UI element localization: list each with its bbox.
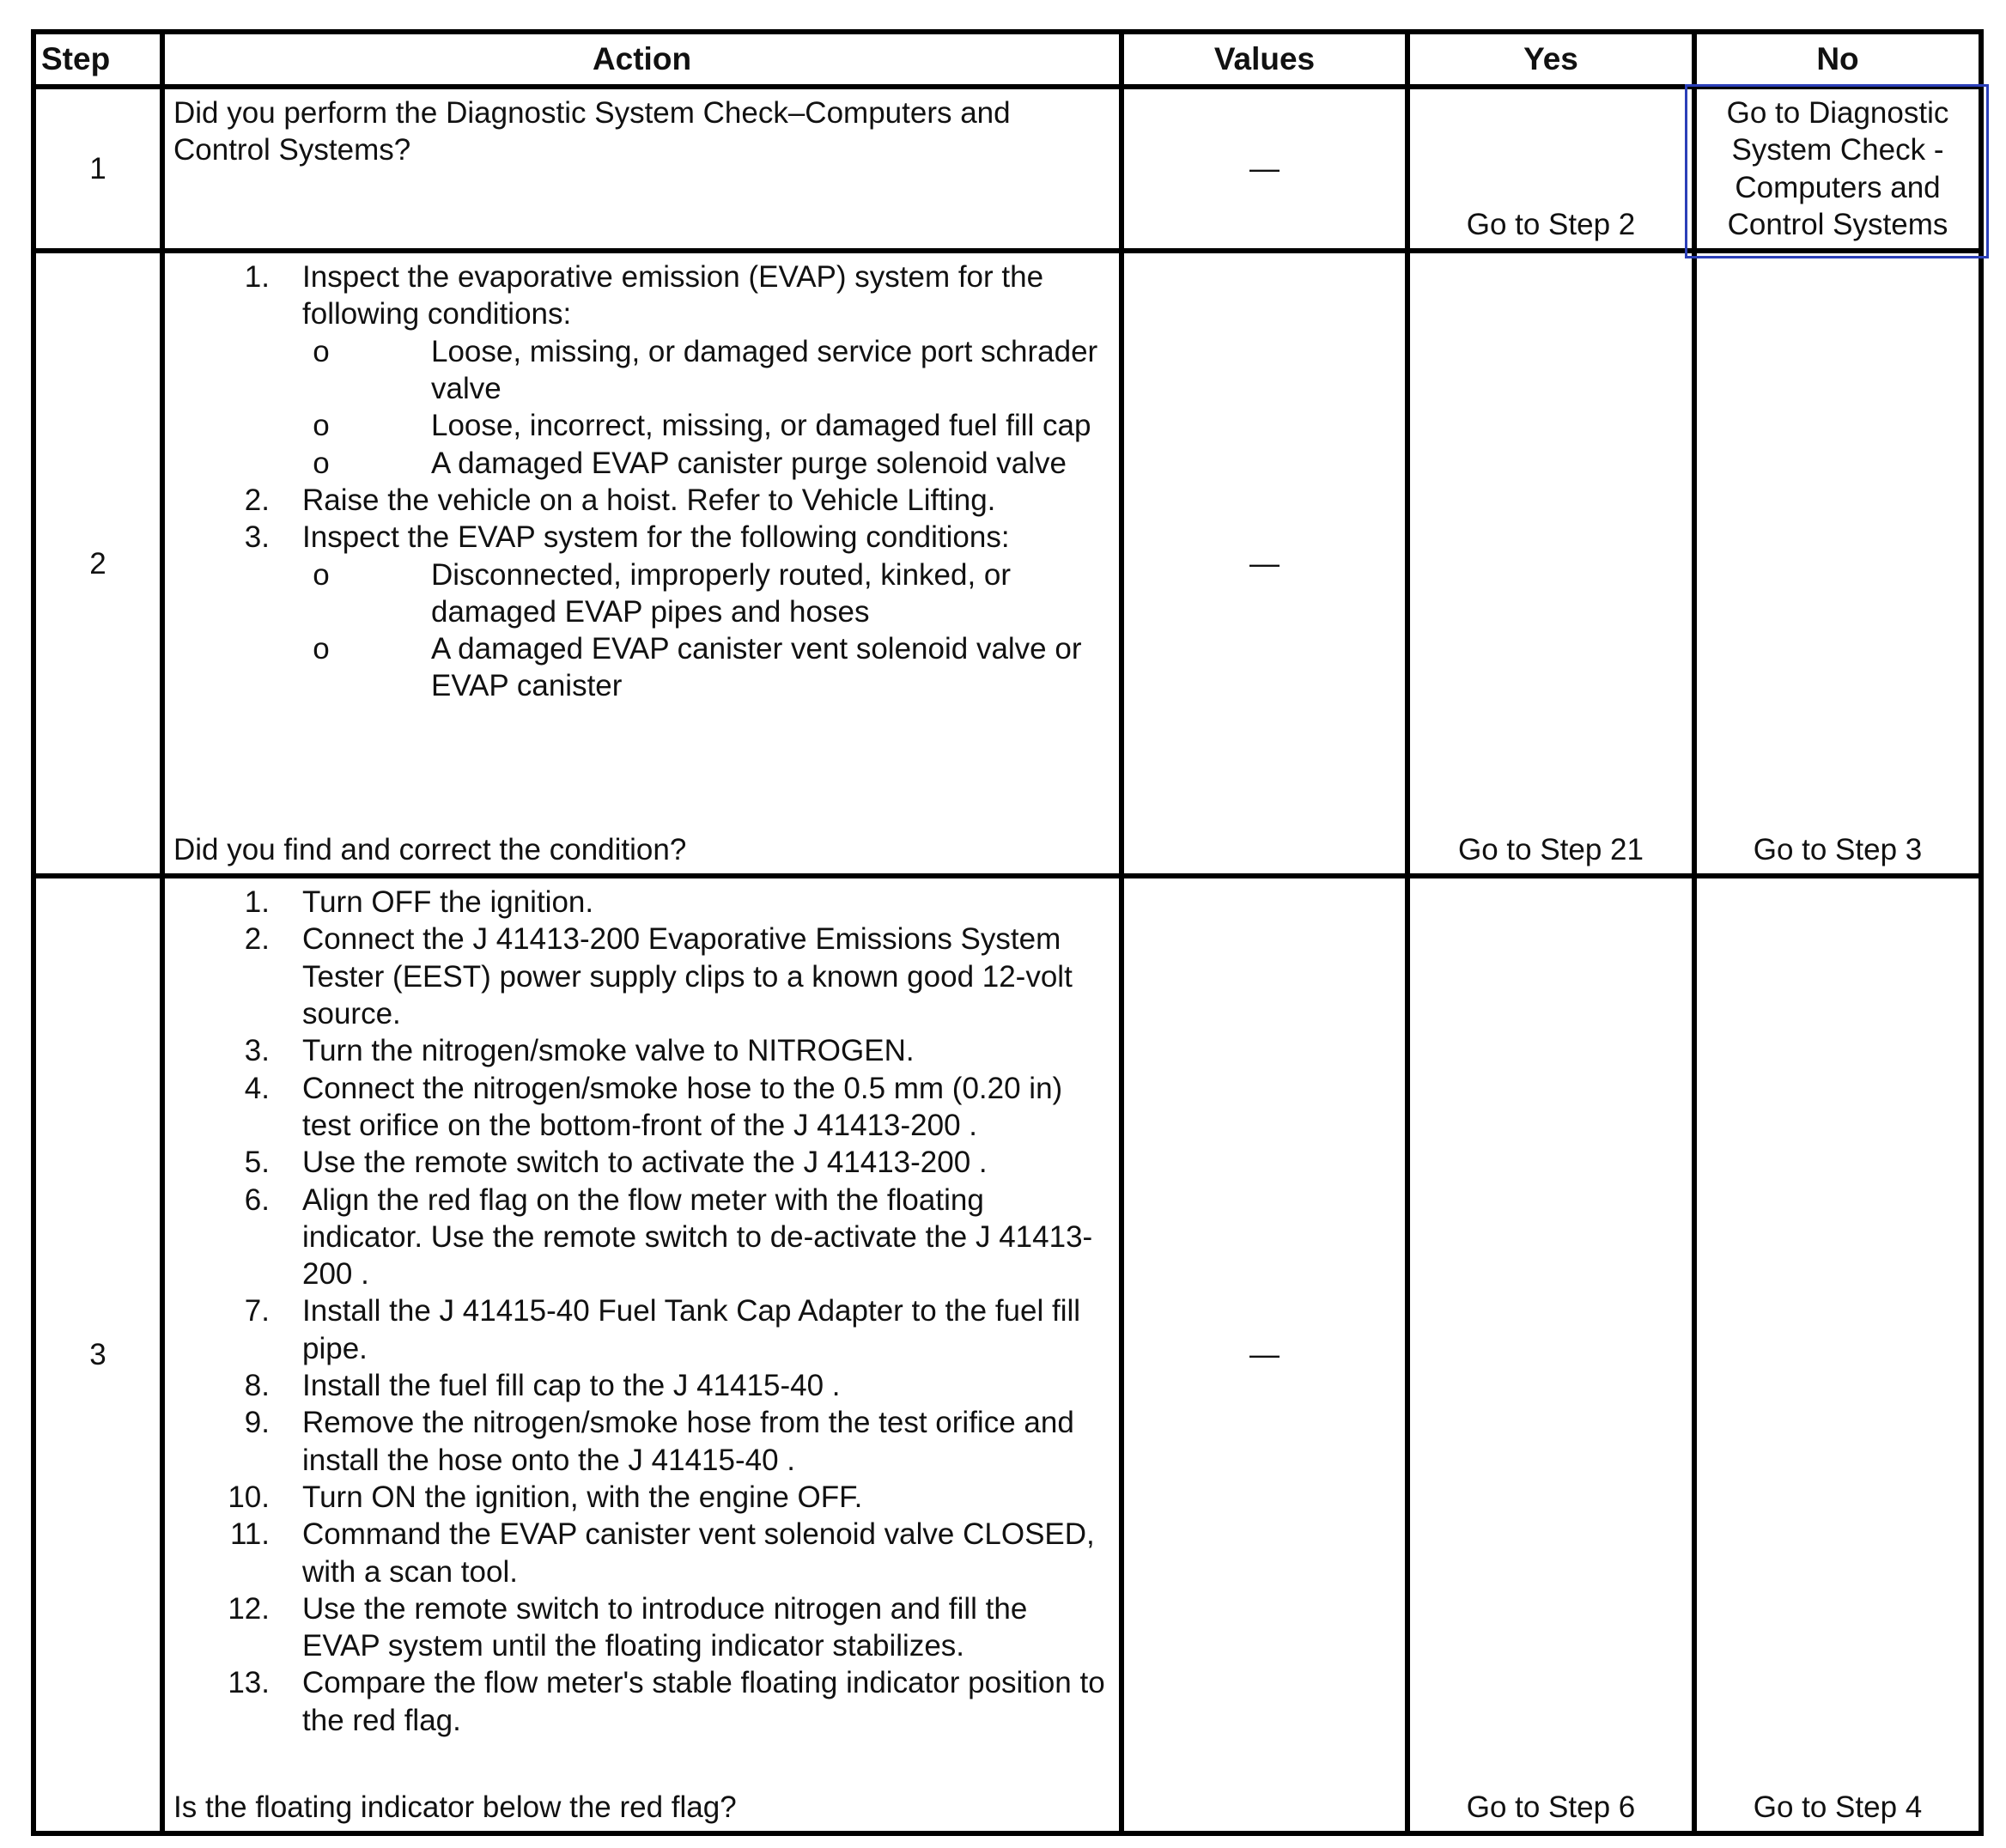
step-number: 2	[33, 251, 162, 876]
sub-list-item	[302, 333, 1110, 408]
header-step: Step	[33, 32, 162, 87]
list-item	[173, 519, 1110, 704]
item-number: 3.	[244, 520, 270, 555]
sub-list-item	[302, 556, 1110, 631]
item-number: 13.	[228, 1666, 270, 1700]
sub-list-item	[302, 445, 1110, 482]
list-item	[173, 1070, 1110, 1145]
list-item	[173, 1516, 1110, 1590]
item-text: Align the red flag on the flow meter with the floating indicator. Use the remote switch to de-activate the J 41413-200 .	[302, 1182, 1093, 1292]
item-text: Turn OFF the ignition.	[302, 885, 594, 920]
sub-item-text: A damaged EVAP canister purge solenoid valve	[431, 446, 1067, 480]
item-number: 1.	[244, 260, 270, 295]
item-text: Command the EVAP canister vent solenoid valve CLOSED, with a scan tool.	[302, 1517, 1095, 1589]
item-text: Raise the vehicle on a hoist. Refer to Vehicle Lifting.	[302, 483, 996, 517]
item-text: Turn ON the ignition, with the engine OFF.	[302, 1480, 863, 1514]
header-values: Values	[1122, 32, 1407, 87]
sub-list-item	[302, 407, 1110, 444]
sub-list	[302, 333, 1110, 482]
values-cell: —	[1122, 876, 1407, 1833]
sub-item-text: Loose, missing, or damaged service port schrader valve	[431, 334, 1098, 406]
item-number: 2.	[244, 483, 270, 517]
item-number: 8.	[244, 1369, 270, 1403]
item-number: 1.	[244, 885, 270, 920]
bullet-icon: o	[313, 557, 330, 592]
sub-item-text: A damaged EVAP canister vent solenoid valve or EVAP canister	[431, 632, 1082, 703]
step-number: 3	[33, 876, 162, 1833]
action-question: Did you find and correct the condition?	[173, 832, 687, 866]
values-cell: —	[1122, 251, 1407, 876]
list-item	[173, 1292, 1110, 1367]
item-text: Compare the flow meter's stable floating indicator position to the red flag.	[302, 1666, 1105, 1737]
table-row-step-2	[33, 251, 1981, 876]
item-text: Install the J 41415-40 Fuel Tank Cap Adapter to the fuel fill pipe.	[302, 1294, 1081, 1365]
item-number: 4.	[244, 1071, 270, 1105]
item-number: 10.	[228, 1480, 270, 1514]
action-question: Did you perform the Diagnostic System Check–Computers and Control Systems?	[173, 96, 1011, 167]
sub-item-text: Loose, incorrect, missing, or damaged fuel fill cap	[431, 409, 1091, 443]
header-action: Action	[162, 32, 1122, 87]
item-text: Use the remote switch to introduce nitrogen and fill the EVAP system until the floating indicator stabilizes.	[302, 1591, 1028, 1663]
list-item	[173, 921, 1110, 1032]
item-text: Turn the nitrogen/smoke valve to NITROGEN.	[302, 1034, 915, 1068]
action-cell	[162, 876, 1122, 1833]
sub-item-text: Disconnected, improperly routed, kinked, or damaged EVAP pipes and hoses	[431, 557, 1012, 629]
no-link[interactable]: Go to Step 4	[1694, 876, 1981, 1833]
item-number: 6.	[244, 1182, 270, 1217]
sub-list-item	[302, 630, 1110, 705]
list-item	[173, 1032, 1110, 1069]
item-text: Inspect the EVAP system for the following conditions:	[302, 520, 1010, 555]
list-item	[173, 1479, 1110, 1516]
item-number: 2.	[244, 922, 270, 957]
table-row-step-3	[33, 876, 1981, 1833]
item-number: 5.	[244, 1146, 270, 1180]
bullet-icon: o	[313, 334, 330, 368]
table-row-step-1	[33, 87, 1981, 251]
list-item	[173, 1664, 1110, 1739]
bullet-icon: o	[313, 446, 330, 480]
item-text: Connect the J 41413-200 Evaporative Emissions System Tester (EEST) power supply clips to a known good 12-volt source.	[302, 922, 1073, 1031]
list-item	[173, 1367, 1110, 1404]
item-number: 9.	[244, 1406, 270, 1440]
list-item	[173, 884, 1110, 921]
item-number: 11.	[229, 1517, 270, 1552]
bullet-icon: o	[313, 409, 330, 443]
list-item	[173, 258, 1110, 482]
header-yes: Yes	[1407, 32, 1694, 87]
yes-link[interactable]: Go to Step 21	[1407, 251, 1694, 876]
item-text: Install the fuel fill cap to the J 41415-40 .	[302, 1369, 841, 1403]
values-cell: —	[1122, 87, 1407, 251]
no-cell	[1694, 87, 1981, 251]
action-cell	[162, 251, 1122, 876]
list-item	[173, 1590, 1110, 1665]
item-number: 3.	[244, 1034, 270, 1068]
item-text: Use the remote switch to activate the J 41413-200 .	[302, 1146, 988, 1180]
action-question: Is the floating indicator below the red flag?	[173, 1790, 737, 1824]
action-steps-list	[173, 884, 1110, 1739]
no-link[interactable]: Go to Step 3	[1694, 251, 1981, 876]
item-number: 7.	[244, 1294, 270, 1328]
yes-link[interactable]: Go to Step 6	[1407, 876, 1694, 1833]
item-number: 12.	[228, 1591, 270, 1626]
list-item	[173, 482, 1110, 519]
sub-list	[302, 556, 1110, 705]
step-number: 1	[33, 87, 162, 251]
list-item	[173, 1144, 1110, 1181]
item-text: Inspect the evaporative emission (EVAP) system for the following conditions:	[302, 260, 1044, 331]
yes-link[interactable]: Go to Step 2	[1407, 87, 1694, 251]
action-steps-list	[173, 258, 1110, 705]
bullet-icon: o	[313, 632, 330, 666]
item-text: Remove the nitrogen/smoke hose from the test orifice and install the hose onto the J 41415-40 .	[302, 1406, 1074, 1477]
item-text: Connect the nitrogen/smoke hose to the 0.5 mm (0.20 in) test orifice on the bottom-front of the J 41413-200 .	[302, 1071, 1063, 1142]
header-row	[33, 32, 1981, 87]
action-cell	[162, 87, 1122, 251]
no-link[interactable]: Go to Diagnostic System Check - Computers and Control Systems	[1726, 96, 1949, 241]
list-item	[173, 1182, 1110, 1293]
list-item	[173, 1404, 1110, 1479]
diagnostic-table	[31, 29, 1984, 1836]
header-no: No	[1694, 32, 1981, 87]
